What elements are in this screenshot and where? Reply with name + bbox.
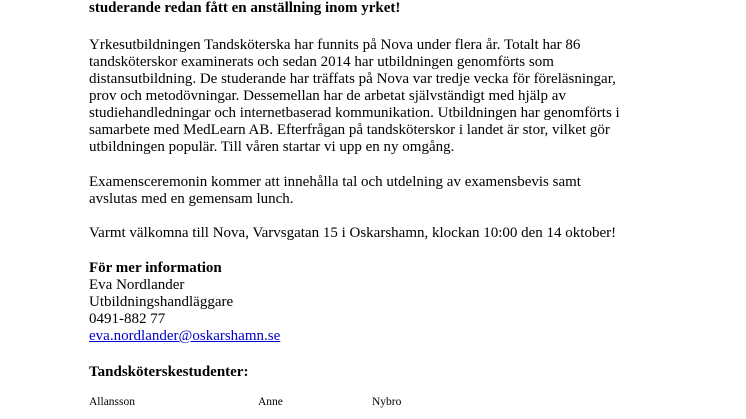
contact-role: Utbildningshandläggare [89,294,234,310]
paragraph1-line-7: utbildningen populär. Till våren startar vi upp en ny omgång. [89,139,455,155]
paragraph2-line-1: Examensceremonin kommer att innehålla tal och utdelning av examensbevis samt [89,174,581,190]
contact-name: Eva Nordlander [89,277,185,293]
paragraph1-line-4: prov och metodövningar. Dessemellan har de arbetat självständigt med hjälp av [89,88,566,104]
paragraph1-line-1: Yrkesutbildningen Tandsköterska har funnits på Nova under flera år. Totalt har 86 [89,37,581,53]
paragraph1-line-6: samarbete med MedLearn AB. Efterfrågan på tandsköterskor i landet är stor, vilket gör [89,122,610,138]
paragraph2-line-2: avslutas med en gemensam lunch. [89,191,294,207]
paragraph1-line-5: studiehandledningar och internetbaserad kommunikation. Utbildningen har genomförts i [89,105,620,121]
student-firstname: Anne [258,396,283,408]
paragraph1-line-3: distansutbildning. De studerande har träffats på Nova var tredje vecka för föreläsningar, [89,71,616,87]
contact-heading: För mer information [89,260,222,276]
contact-email-line [89,328,280,345]
paragraph1-line-2: tandsköterskor examinerats och sedan 2014 har utbildningen genomförts som [89,54,554,70]
contact-email-link[interactable]: eva.nordlander@oskarshamn.se [89,328,281,344]
students-heading: Tandsköterskestudenter: [89,364,249,380]
student-hometown: Nybro [372,396,402,408]
paragraph-welcome: Varmt välkomna till Nova, Varvsgatan 15 i Oskarshamn, klockan 10:00 den 14 oktober! [89,225,617,241]
student-surname: Allansson [89,396,135,408]
contact-phone: 0491-882 77 [89,311,166,327]
intro-bold-line: studerande redan fått en anställning inom yrket! [89,0,401,16]
